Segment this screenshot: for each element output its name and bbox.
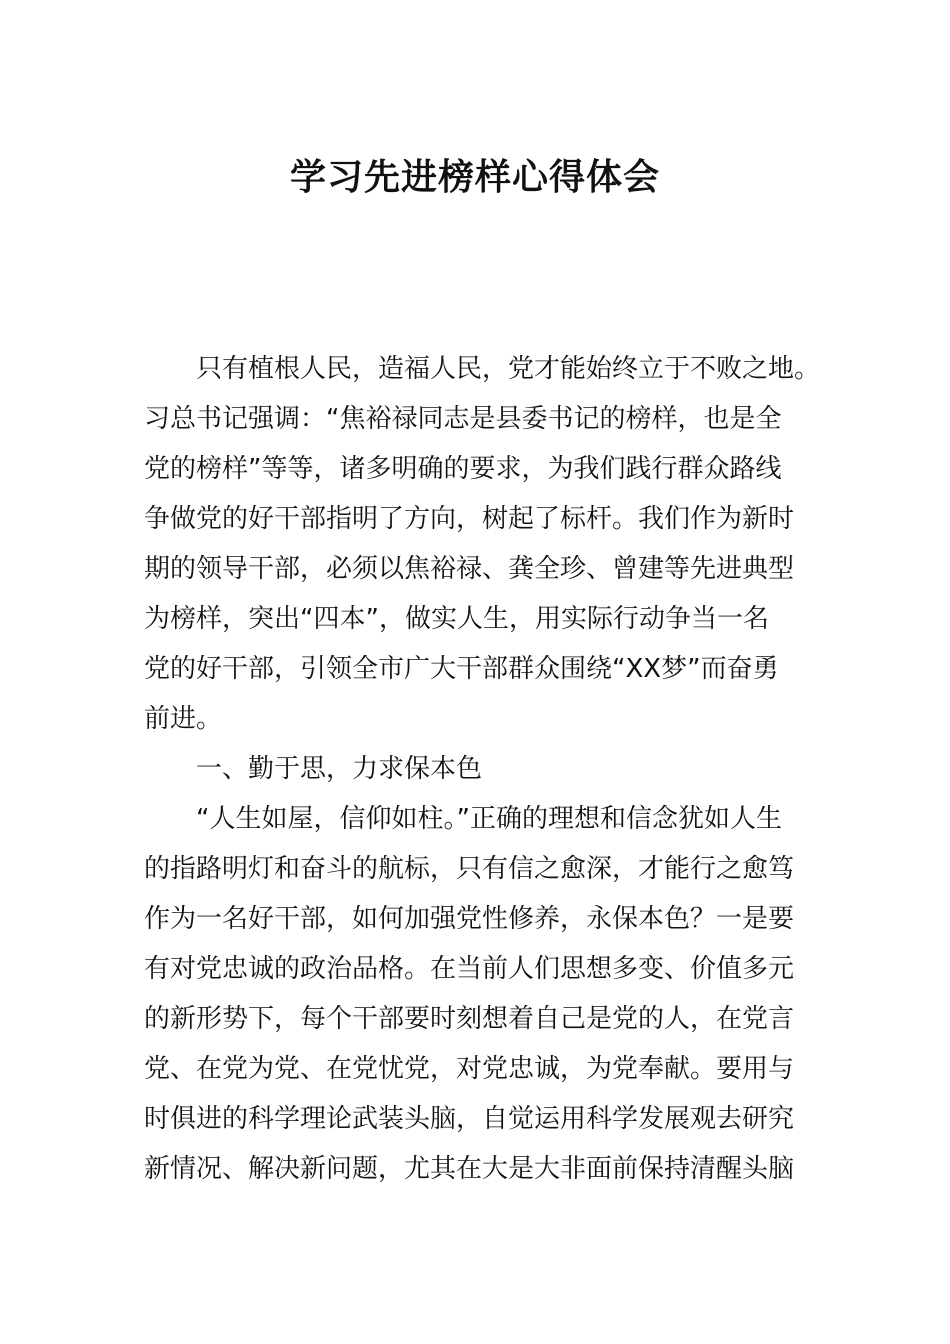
document-title: 学习先进榜样心得体会	[289, 157, 660, 198]
paragraph-line: 为榜样，突出“四本”，做实人生，用实际行动争当一名	[144, 604, 769, 634]
paragraph-line: 前进。	[144, 704, 223, 734]
paragraph-line: 只有植根人民，造福人民，党才能始终立于不败之地。	[196, 354, 821, 384]
paragraph-line: 新情况、解决新问题，尤其在大是大非面前保持清醒头脑	[144, 1154, 795, 1184]
paragraph-line: 时俱进的科学理论武装头脑，自觉运用科学发展观去研究	[144, 1104, 795, 1134]
paragraph-line: 党的榜样”等等，诸多明确的要求，为我们践行群众路线	[144, 454, 782, 484]
paragraph-line: 的新形势下，每个干部要时刻想着自己是党的人，在党言	[144, 1004, 795, 1034]
document-body	[144, 344, 821, 1194]
paragraph-line: “人生如屋，信仰如柱。”正确的理想和信念犹如人生	[196, 804, 782, 834]
paragraph-line: 的指路明灯和奋斗的航标，只有信之愈深，才能行之愈笃	[144, 854, 795, 884]
paragraph-line: 作为一名好干部，如何加强党性修养，永保本色？一是要	[144, 904, 795, 934]
paragraph-line: 习总书记强调：“焦裕禄同志是县委书记的榜样，也是全	[144, 404, 782, 434]
section-heading: 一、勤于思，力求保本色	[196, 754, 483, 784]
paragraph-line: 党、在党为党、在党忧党，对党忠诚，为党奉献。要用与	[144, 1054, 795, 1084]
paragraph-line: 党的好干部，引领全市广大干部群众围绕“XX梦”而奋勇	[144, 654, 779, 684]
paragraph-line: 有对党忠诚的政治品格。在当前人们思想多变、价值多元	[144, 954, 795, 984]
paragraph-line: 争做党的好干部指明了方向，树起了标杆。我们作为新时	[144, 504, 795, 534]
paragraph-line: 期的领导干部，必须以焦裕禄、龚全珍、曾建等先进典型	[144, 554, 795, 584]
